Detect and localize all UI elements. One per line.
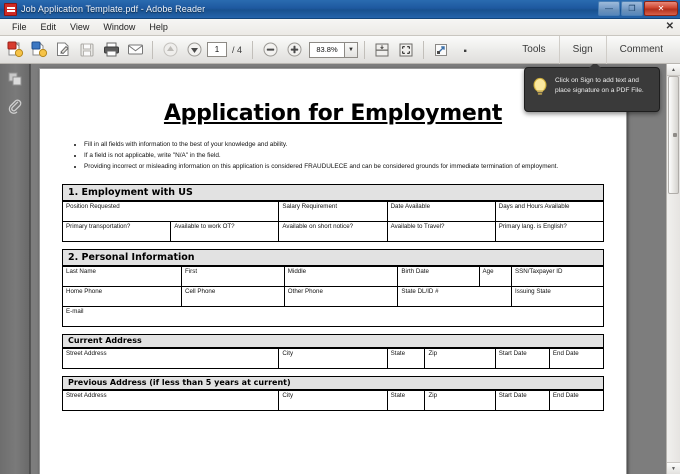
toolbar-right-group [509,36,676,64]
scroll-up-icon[interactable]: ▲ [667,64,680,76]
list-item: • Fill in all fields with information to the best of your knowledge and ability. [84,140,604,150]
page-number-input[interactable]: 1 [207,42,227,57]
menu-bar [0,19,680,36]
table-row [63,201,604,221]
field-primary-language-english[interactable]: Primary lang. is English? [495,221,603,241]
vertical-scrollbar[interactable] [666,64,680,474]
document-scroll-area[interactable] [30,64,680,474]
title-bar [0,0,680,19]
scrollbar-thumb[interactable] [668,76,679,194]
table-row [63,306,604,326]
previous-page-icon[interactable] [159,39,181,61]
field-start-date[interactable]: Start Date [495,390,549,410]
navigation-pane [0,64,30,474]
table-row [63,221,604,241]
close-button[interactable]: ✕ [644,1,678,16]
instruction-list [84,140,604,172]
toolbar-separator-3 [364,41,365,59]
fit-page-icon[interactable] [371,39,393,61]
menu-item-edit[interactable]: Edit [40,22,57,32]
field-days-hours-available[interactable]: Days and Hours Available [495,201,603,221]
field-date-available[interactable]: Date Available [387,201,495,221]
field-other-phone[interactable]: Other Phone [284,286,398,306]
comment-button[interactable]: Comment [606,36,676,64]
table-row [63,266,604,286]
window-title: Job Application Template.pdf - Adobe Reader [21,4,206,14]
field-age[interactable]: Age [479,266,511,286]
document-title: Application for Employment [163,101,503,126]
table-row [63,390,604,410]
attachments-paperclip-icon[interactable] [6,97,24,115]
menu-item-file[interactable]: File [12,22,27,32]
field-middle-name[interactable]: Middle [284,266,398,286]
minimize-button[interactable]: — [598,1,620,16]
field-street-address[interactable]: Street Address [63,390,279,410]
field-state[interactable]: State [387,390,425,410]
zoom-in-icon[interactable] [283,39,305,61]
section-spacer-2 [62,327,604,334]
field-start-date[interactable]: Start Date [495,348,549,368]
zoom-value[interactable]: 83.8% [309,42,345,58]
print-icon[interactable] [100,39,122,61]
fullscreen-icon[interactable] [430,39,452,61]
email-icon[interactable] [124,39,146,61]
field-city[interactable]: City [279,348,387,368]
field-available-travel[interactable]: Available to Travel? [387,221,495,241]
save-icon[interactable] [76,39,98,61]
sign-tooltip [524,67,660,112]
current-address-table [62,348,604,369]
zoom-control[interactable] [309,42,358,58]
create-pdf-icon[interactable] [4,39,26,61]
menu-item-view[interactable]: View [70,22,90,32]
table-row [63,348,604,368]
page-thumbnails-icon[interactable] [6,70,24,88]
toolbar-separator-2 [252,41,253,59]
maximize-button[interactable]: ❐ [621,1,643,16]
export-pdf-icon[interactable] [28,39,50,61]
field-state[interactable]: State [387,348,425,368]
section-heading-employment: 1. Employment with US [62,184,604,201]
main-toolbar [0,36,680,64]
table-row [63,286,604,306]
window-controls [598,1,678,16]
menu-item-window[interactable]: Window [103,22,136,32]
toolbar-separator [152,41,153,59]
next-page-icon[interactable] [183,39,205,61]
field-position-requested[interactable]: Position Requested [63,201,279,221]
field-salary-requirement[interactable]: Salary Requirement [279,201,387,221]
section-heading-current-address: Current Address [62,334,604,348]
document-close-icon[interactable]: ✕ [665,21,674,32]
field-ssn-taxpayer-id[interactable]: SSN/Taxpayer ID [512,266,604,286]
field-primary-transportation[interactable]: Primary transportation? [63,221,171,241]
field-zip[interactable]: Zip [425,390,495,410]
field-end-date[interactable]: End Date [549,390,603,410]
field-available-ot[interactable]: Available to work OT? [171,221,279,241]
field-available-short-notice[interactable]: Available on short notice? [279,221,387,241]
previous-address-table [62,390,604,411]
tooltip-text: Click on Sign to add text and place signature on a PDF File. [555,77,644,94]
field-last-name[interactable]: Last Name [63,266,182,286]
section-heading-personal: 2. Personal Information [62,249,604,266]
list-item: • If a field is not applicable, write "N/A" in the field. [84,151,604,161]
field-state-dl-id[interactable]: State DL/ID # [398,286,512,306]
more-icon[interactable] [454,39,476,61]
field-street-address[interactable]: Street Address [63,348,279,368]
field-birth-date[interactable]: Birth Date [398,266,479,286]
field-first-name[interactable]: First [182,266,285,286]
field-home-phone[interactable]: Home Phone [63,286,182,306]
employment-table [62,201,604,242]
field-city[interactable]: City [279,390,387,410]
toolbar-separator-4 [423,41,424,59]
fit-width-icon[interactable] [395,39,417,61]
field-end-date[interactable]: End Date [549,348,603,368]
pdf-icon [4,3,17,16]
lightbulb-icon [531,76,549,103]
page-total-label: / 4 [232,44,243,55]
field-email[interactable]: E-mail [63,306,604,326]
field-issuing-state[interactable]: Issuing State [512,286,604,306]
menu-item-help[interactable]: Help [149,22,168,32]
list-item: • Providing incorrect or misleading information on this application is considered FRAUDULECE and can be considered grounds for immediate termination of employment. [84,162,604,172]
personal-information-table [62,266,604,327]
pdf-page [39,68,627,474]
work-area [0,64,680,474]
zoom-out-icon[interactable] [259,39,281,61]
section-spacer-3 [62,369,604,376]
scroll-down-icon[interactable]: ▼ [667,462,680,474]
field-cell-phone[interactable]: Cell Phone [182,286,285,306]
tools-button[interactable]: Tools [522,43,546,55]
edit-pdf-icon[interactable] [52,39,74,61]
sign-button[interactable]: Sign [559,36,606,64]
chevron-down-icon[interactable]: ▼ [345,42,358,58]
section-heading-previous-address: Previous Address (if less than 5 years at current) [62,376,604,390]
section-spacer [62,242,604,249]
field-zip[interactable]: Zip [425,348,495,368]
